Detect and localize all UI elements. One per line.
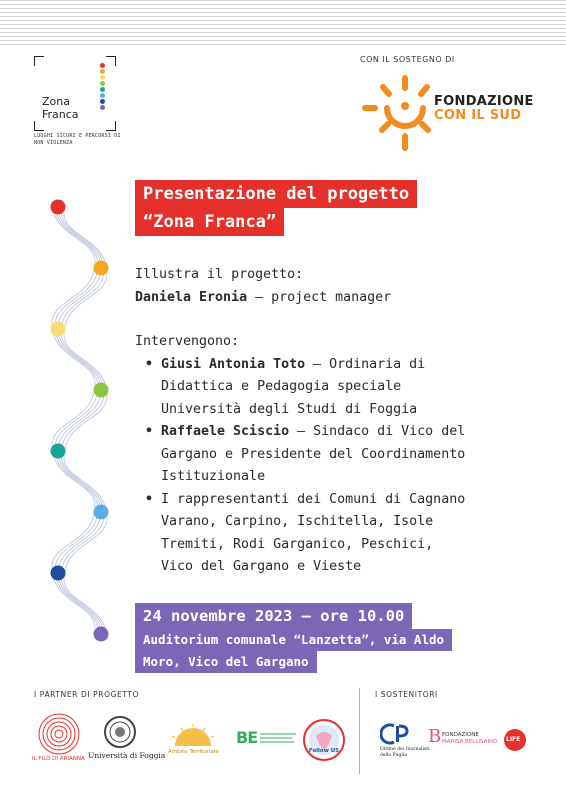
wave-dot [94,627,109,642]
logo-name-line: Zona [42,95,70,108]
rainbow-dots-icon [100,63,105,111]
wave-line [64,213,107,640]
speaker-desc: Didattica e Pedagogia speciale [161,379,402,394]
red-circles-logo [32,712,87,772]
partner-name: IL FILO DI ARIANNA [32,756,85,762]
sunrise-icon [166,722,221,748]
speaker-name: Giusi Antonia Toto [161,356,306,372]
title-line: “Zona Franca” [135,208,284,236]
follow-us-logo [302,718,346,762]
partner-name: Ambito Territoriale [168,749,219,755]
list-item [145,421,555,489]
list-item [145,489,555,579]
wave-dot [51,444,66,459]
reps-text: • I rappresentanti dei Comuni di Cagnano [161,491,466,507]
seal-logo [88,715,166,767]
wave-dot [94,261,109,276]
speaker-desc: – Ordinaria di [305,356,426,372]
text-lines-icon [260,732,298,746]
life-logo [503,728,527,752]
supporter-name: LIFE [506,736,521,743]
event-venue: Auditorium comunale “Lanzetta”, via Aldo [135,629,452,651]
supporter-name: FONDAZIONE [442,732,479,738]
op-icon [380,722,430,746]
reps-text: Tremiti, Rodi Garganico, Peschici, [161,536,434,552]
event-info [135,603,452,673]
red-circles-icon [32,712,87,758]
reps-text: Vico del Gargano e Vieste [161,559,362,574]
partner-name: BE [236,728,258,747]
partners-label: I PARTNER DI PROGETTO [34,690,140,699]
wave-dot [94,383,109,398]
sunrise-logo [166,722,221,762]
logo-corner [34,56,44,66]
wave-dot [51,322,66,337]
event-title [135,180,417,236]
speaker-desc: – Sindaco di Vico del [289,424,466,439]
b-icon: B [428,726,442,747]
footer-divider [359,688,360,774]
supporters-label: I SOSTENITORI [375,690,438,699]
event-date-time: 24 novembre 2023 – ore 10.00 [135,603,412,629]
logo-name-line: Franca [42,108,79,121]
sponsor-name-line: FONDAZIONE [434,94,534,109]
reps-text: Varano, Carpino, Ischitella, Isole [161,514,434,529]
program-body [135,264,555,579]
intervengono-label: Intervengono: [135,334,240,349]
title-line: Presentazione del progetto [135,180,417,208]
speaker-list [145,354,555,579]
presenter-role: – project manager [247,289,392,305]
sun-icon [360,70,440,154]
logo-corner [106,121,116,131]
wave-dot [51,566,66,581]
presenter-name: Daniela Eronia [135,289,248,305]
speaker-desc: Università degli Studi di Foggia [161,401,418,417]
partner-name: Follow US [308,748,340,754]
logo-name [42,95,79,121]
wave-dot [51,200,66,215]
speaker-name: Raffaele Sciscio [161,424,290,439]
be-logo [236,728,300,752]
speaker-desc: Istituzionale [161,469,266,484]
illustra-label: Illustra il progetto: [135,267,304,282]
list-item [145,354,555,422]
supporter-name: Ordine dei Giornalisti della Puglia [380,747,430,758]
sponsor-name-line: CON IL SUD [434,108,522,123]
logo-corner [34,121,44,131]
b-logo [428,726,498,750]
logo-tagline: LUOGHI SICURI E PERCORSI DI NON VIOLENZA [34,133,121,146]
header-stripes [0,0,566,48]
wavy-path-decoration [40,195,120,665]
event-venue: Moro, Vico del Gargano [135,651,317,673]
zona-franca-logo [34,56,116,131]
sponsor-label: CON IL SOSTEGNO DI [360,55,455,64]
logo-corner [106,56,116,66]
supporter-name: MARISA BELLISARIO [442,739,498,745]
sponsor-name [434,95,534,123]
wave-line [52,201,95,628]
presenter [135,287,555,310]
partner-name: Università di Foggia [88,751,166,760]
wave-dot [94,505,109,520]
seal-icon [96,715,158,749]
speaker-desc: Gargano e Presidente del Coordinamento [161,446,466,462]
op-logo [380,722,430,770]
follow-us-icon [302,718,346,762]
